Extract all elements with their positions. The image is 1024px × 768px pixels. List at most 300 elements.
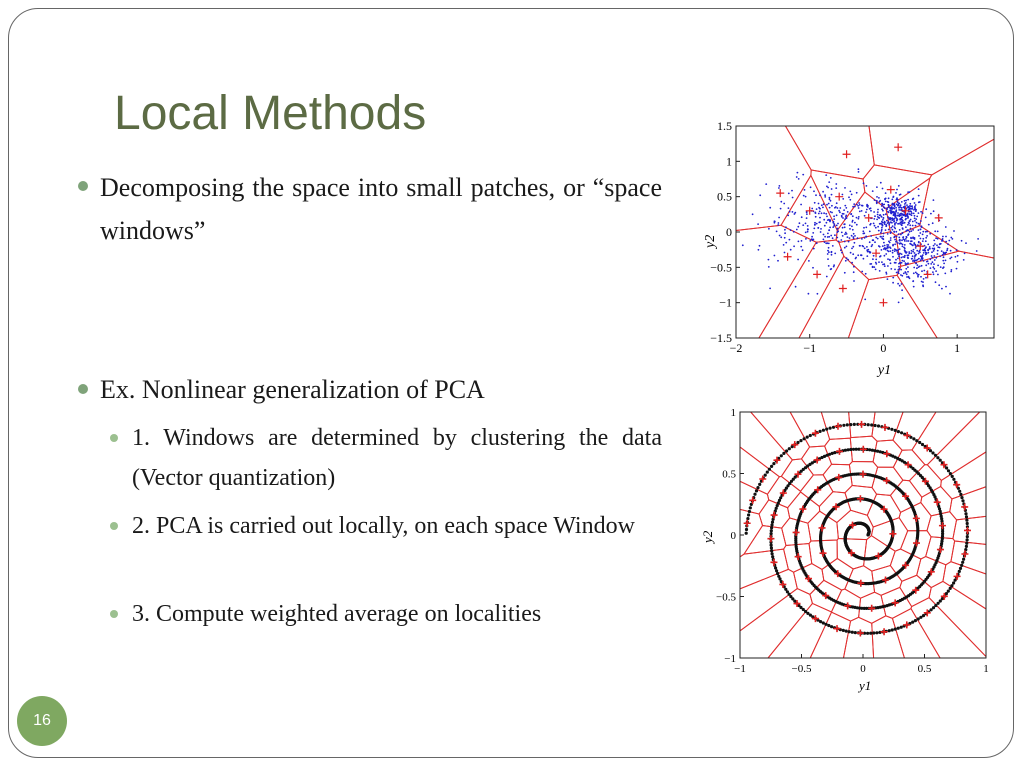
voronoi-cell bbox=[897, 251, 994, 338]
data-point bbox=[894, 269, 896, 271]
data-point bbox=[881, 221, 883, 223]
data-point bbox=[914, 220, 916, 222]
data-point bbox=[925, 231, 927, 233]
data-point bbox=[893, 196, 895, 198]
data-point bbox=[887, 233, 889, 235]
data-point bbox=[849, 228, 851, 230]
data-point bbox=[926, 235, 928, 237]
data-point bbox=[925, 248, 927, 250]
data-point bbox=[914, 202, 916, 204]
data-point bbox=[925, 208, 927, 210]
data-point bbox=[889, 259, 891, 261]
spiral-point bbox=[845, 630, 848, 633]
data-point bbox=[784, 229, 786, 231]
data-point bbox=[909, 191, 911, 193]
data-point bbox=[881, 227, 883, 229]
data-point bbox=[779, 235, 781, 237]
data-point bbox=[956, 268, 958, 270]
data-point bbox=[900, 269, 902, 271]
data-point bbox=[837, 223, 839, 225]
data-point bbox=[882, 245, 884, 247]
spiral-point bbox=[827, 624, 830, 627]
voronoi-cell bbox=[911, 598, 986, 658]
codebook-point bbox=[939, 522, 946, 529]
data-point bbox=[898, 237, 900, 239]
data-point bbox=[914, 215, 916, 217]
voronoi-cell bbox=[950, 487, 986, 520]
data-point bbox=[896, 189, 898, 191]
data-point bbox=[933, 263, 935, 265]
x-tick-label: 0 bbox=[880, 341, 887, 355]
data-point bbox=[891, 199, 893, 201]
data-point bbox=[844, 233, 846, 235]
spiral-point bbox=[891, 628, 894, 631]
spiral-point bbox=[764, 474, 767, 477]
data-point bbox=[829, 221, 831, 223]
data-point bbox=[783, 244, 785, 246]
data-point bbox=[915, 272, 917, 274]
data-point bbox=[922, 238, 924, 240]
data-point bbox=[943, 263, 945, 265]
data-point bbox=[836, 202, 838, 204]
data-point bbox=[922, 231, 924, 233]
data-point bbox=[829, 227, 831, 229]
spiral-point bbox=[774, 566, 777, 569]
data-point bbox=[866, 236, 868, 238]
data-point bbox=[907, 271, 909, 273]
voronoi-cell bbox=[927, 412, 986, 480]
data-point bbox=[881, 249, 883, 251]
voronoi-cell bbox=[941, 452, 986, 499]
data-point bbox=[857, 237, 859, 239]
spiral-point bbox=[954, 579, 957, 582]
voronoi-cell bbox=[740, 447, 779, 494]
data-point bbox=[894, 228, 896, 230]
data-point bbox=[881, 261, 883, 263]
voronoi-cell bbox=[811, 170, 865, 230]
data-point bbox=[946, 249, 948, 251]
spiral-point bbox=[758, 483, 761, 486]
spiral-point bbox=[966, 538, 969, 541]
data-point bbox=[937, 274, 939, 276]
data-point bbox=[899, 248, 901, 250]
spiral-point bbox=[911, 621, 914, 624]
data-point bbox=[888, 212, 890, 214]
data-point bbox=[899, 194, 901, 196]
codebook-point bbox=[913, 540, 920, 547]
data-point bbox=[816, 208, 818, 210]
data-point bbox=[863, 227, 865, 229]
codebook-point bbox=[857, 580, 864, 587]
data-point bbox=[858, 218, 860, 220]
data-point bbox=[942, 260, 944, 262]
data-point bbox=[902, 220, 904, 222]
data-point bbox=[929, 248, 931, 250]
spiral-point bbox=[825, 428, 828, 431]
data-point bbox=[894, 218, 896, 220]
data-point bbox=[894, 243, 896, 245]
spiral-point bbox=[929, 449, 932, 452]
data-point bbox=[813, 248, 815, 250]
data-point bbox=[887, 246, 889, 248]
data-point bbox=[876, 202, 878, 204]
spiral-point bbox=[874, 424, 877, 427]
data-point bbox=[897, 215, 899, 217]
data-point bbox=[930, 263, 932, 265]
data-point bbox=[854, 206, 856, 208]
data-point bbox=[928, 263, 930, 265]
voronoi-cell bbox=[785, 126, 874, 179]
spiral-point bbox=[930, 608, 933, 611]
data-point bbox=[905, 200, 907, 202]
codebook-point bbox=[770, 559, 777, 566]
data-point bbox=[841, 232, 843, 234]
data-point bbox=[842, 235, 844, 237]
data-point bbox=[832, 226, 834, 228]
y-tick-label: 1 bbox=[730, 407, 736, 419]
data-point bbox=[899, 262, 901, 264]
data-point bbox=[864, 299, 866, 301]
spiral-point bbox=[854, 631, 857, 634]
data-point bbox=[789, 239, 791, 241]
data-point bbox=[828, 251, 830, 253]
data-point bbox=[904, 200, 906, 202]
data-point bbox=[918, 251, 920, 253]
data-point bbox=[886, 220, 888, 222]
data-point bbox=[853, 280, 855, 282]
spiral-point bbox=[958, 570, 961, 573]
voronoi-cell bbox=[751, 412, 810, 460]
bullet-2: Ex. Nonlinear generalization of PCA bbox=[100, 375, 485, 404]
data-point bbox=[940, 243, 942, 245]
data-point bbox=[752, 213, 754, 215]
codebook-point bbox=[744, 520, 751, 527]
data-point bbox=[950, 237, 952, 239]
data-point bbox=[905, 238, 907, 240]
data-point bbox=[925, 277, 927, 279]
data-point bbox=[912, 280, 914, 282]
data-point bbox=[813, 190, 815, 192]
data-point bbox=[842, 227, 844, 229]
data-point bbox=[844, 218, 846, 220]
data-point bbox=[955, 256, 957, 258]
spiral-point bbox=[965, 515, 968, 518]
data-point bbox=[941, 250, 943, 252]
codebook-point bbox=[819, 524, 826, 531]
data-point bbox=[879, 246, 881, 248]
spiral-voronoi-chart bbox=[700, 406, 1000, 696]
data-point bbox=[931, 257, 933, 259]
data-point bbox=[915, 209, 917, 211]
voronoi-cell bbox=[892, 609, 940, 658]
data-point bbox=[882, 219, 884, 221]
data-point bbox=[840, 239, 842, 241]
data-point bbox=[858, 168, 860, 170]
data-point bbox=[855, 258, 857, 260]
data-point bbox=[925, 240, 927, 242]
voronoi-cell bbox=[839, 232, 901, 280]
spiral-point bbox=[770, 465, 773, 468]
data-point bbox=[845, 260, 847, 262]
data-point bbox=[802, 224, 804, 226]
data-point bbox=[885, 201, 887, 203]
data-point bbox=[909, 213, 911, 215]
data-point bbox=[851, 194, 853, 196]
spiral-point bbox=[966, 535, 969, 538]
data-point bbox=[765, 183, 767, 185]
data-point bbox=[857, 254, 859, 256]
spiral-point bbox=[931, 451, 934, 454]
data-point bbox=[853, 271, 855, 273]
data-point bbox=[861, 254, 863, 256]
data-point bbox=[920, 228, 922, 230]
data-point bbox=[769, 288, 771, 290]
data-point bbox=[895, 209, 897, 211]
data-point bbox=[826, 242, 828, 244]
data-point bbox=[828, 229, 830, 231]
data-point bbox=[892, 225, 894, 227]
data-point bbox=[813, 228, 815, 230]
spiral-point bbox=[945, 466, 948, 469]
spiral-point bbox=[846, 423, 849, 426]
data-point bbox=[898, 254, 900, 256]
data-point bbox=[908, 222, 910, 224]
data-point bbox=[921, 265, 923, 267]
data-point bbox=[844, 226, 846, 228]
data-point bbox=[883, 242, 885, 244]
spiral-point bbox=[877, 424, 880, 427]
data-point bbox=[787, 215, 789, 217]
data-point bbox=[858, 216, 860, 218]
data-point bbox=[909, 243, 911, 245]
codebook-point bbox=[964, 527, 971, 534]
spiral-point bbox=[749, 506, 752, 509]
data-point bbox=[874, 241, 876, 243]
data-point bbox=[951, 269, 953, 271]
data-point bbox=[910, 230, 912, 232]
data-point bbox=[876, 186, 878, 188]
spiral-point bbox=[824, 623, 827, 626]
data-point bbox=[884, 222, 886, 224]
data-point bbox=[844, 223, 846, 225]
data-point bbox=[852, 215, 854, 217]
data-point bbox=[886, 244, 888, 246]
data-point bbox=[918, 223, 920, 225]
data-point bbox=[864, 247, 866, 249]
data-point bbox=[828, 265, 830, 267]
data-point bbox=[934, 259, 936, 261]
data-point bbox=[915, 247, 917, 249]
data-point bbox=[815, 194, 817, 196]
data-point bbox=[819, 211, 821, 213]
data-point bbox=[910, 211, 912, 213]
data-point bbox=[915, 260, 917, 262]
data-point bbox=[920, 211, 922, 213]
data-point bbox=[846, 257, 848, 259]
data-point bbox=[854, 222, 856, 224]
data-point bbox=[891, 211, 893, 213]
data-point bbox=[835, 187, 837, 189]
data-point bbox=[920, 220, 922, 222]
data-point bbox=[824, 241, 826, 243]
data-point bbox=[905, 218, 907, 220]
spiral-point bbox=[782, 452, 785, 455]
data-point bbox=[902, 297, 904, 299]
spiral-point bbox=[771, 521, 774, 524]
data-point bbox=[912, 221, 914, 223]
data-point bbox=[893, 231, 895, 233]
data-point bbox=[844, 187, 846, 189]
data-point bbox=[923, 252, 925, 254]
data-point bbox=[934, 230, 936, 232]
data-point bbox=[911, 258, 913, 260]
data-point bbox=[898, 256, 900, 258]
data-point bbox=[884, 255, 886, 257]
data-point bbox=[906, 229, 908, 231]
data-point bbox=[932, 266, 934, 268]
data-point bbox=[838, 210, 840, 212]
data-point bbox=[826, 222, 828, 224]
data-point bbox=[836, 214, 838, 216]
data-point bbox=[930, 213, 932, 215]
data-point bbox=[828, 247, 830, 249]
data-point bbox=[907, 262, 909, 264]
spiral-point bbox=[819, 430, 822, 433]
data-point bbox=[884, 198, 886, 200]
data-point bbox=[920, 276, 922, 278]
data-point bbox=[777, 260, 779, 262]
data-point bbox=[872, 190, 874, 192]
data-point bbox=[819, 208, 821, 210]
data-point bbox=[933, 248, 935, 250]
data-point bbox=[935, 270, 937, 272]
x-tick-label: 1 bbox=[954, 341, 961, 355]
y-tick-label: 0 bbox=[726, 225, 732, 239]
sub-bullet-dot bbox=[110, 610, 118, 618]
data-point bbox=[833, 215, 835, 217]
data-point bbox=[827, 250, 829, 252]
y-tick-label: 1 bbox=[726, 154, 732, 169]
data-point bbox=[913, 209, 915, 211]
data-point bbox=[957, 255, 959, 257]
data-point bbox=[808, 293, 810, 295]
spiral-point bbox=[791, 445, 794, 448]
data-point bbox=[814, 222, 816, 224]
voronoi-cell bbox=[768, 603, 832, 658]
data-point bbox=[817, 227, 819, 229]
data-point bbox=[885, 229, 887, 231]
data-point bbox=[845, 215, 847, 217]
codebook-point bbox=[889, 530, 896, 537]
bullet-dot bbox=[78, 384, 88, 394]
data-point bbox=[888, 197, 890, 199]
spiral-point bbox=[756, 486, 759, 489]
codebook-point bbox=[860, 446, 867, 453]
spiral-point bbox=[796, 441, 799, 444]
data-point bbox=[896, 250, 898, 252]
data-point bbox=[792, 197, 794, 199]
data-point bbox=[907, 266, 909, 268]
data-point bbox=[887, 222, 889, 224]
data-point bbox=[879, 270, 881, 272]
spiral-point bbox=[866, 632, 869, 635]
data-point bbox=[961, 240, 963, 242]
data-point bbox=[831, 252, 833, 254]
data-point bbox=[919, 266, 921, 268]
y-tick-label: −1 bbox=[719, 295, 732, 310]
data-point bbox=[926, 261, 928, 263]
spiral-point bbox=[888, 629, 891, 632]
sub-bullet-1: 1. Windows are determined by clustering the data (Vector quantization) bbox=[132, 425, 662, 491]
data-point bbox=[892, 229, 894, 231]
data-point bbox=[925, 252, 927, 254]
spiral-point bbox=[934, 454, 937, 457]
x-tick-label: 1 bbox=[983, 663, 989, 675]
data-point bbox=[898, 266, 900, 268]
spiral-point bbox=[780, 454, 783, 457]
data-point bbox=[890, 268, 892, 270]
data-point bbox=[906, 255, 908, 257]
spiral-point bbox=[869, 632, 872, 635]
spiral-point bbox=[914, 619, 917, 622]
data-point bbox=[922, 234, 924, 236]
data-point bbox=[886, 273, 888, 275]
spiral-point bbox=[951, 475, 954, 478]
data-point bbox=[914, 257, 916, 259]
data-point bbox=[915, 225, 917, 227]
data-point bbox=[807, 231, 809, 233]
data-point bbox=[777, 224, 779, 226]
data-point bbox=[808, 260, 810, 262]
data-point bbox=[950, 250, 952, 252]
data-point bbox=[839, 207, 841, 209]
spiral-point bbox=[918, 441, 921, 444]
data-point bbox=[949, 293, 951, 295]
codebook-point bbox=[858, 421, 865, 428]
data-point bbox=[872, 239, 874, 241]
data-point bbox=[910, 252, 912, 254]
data-point bbox=[878, 230, 880, 232]
data-point bbox=[922, 240, 924, 242]
data-point bbox=[916, 267, 918, 269]
codebook-point bbox=[813, 270, 821, 278]
spiral-point bbox=[776, 572, 779, 575]
data-point bbox=[796, 176, 798, 178]
spiral-point bbox=[853, 423, 856, 426]
data-point bbox=[909, 231, 911, 233]
spiral-point bbox=[949, 587, 952, 590]
data-point bbox=[914, 217, 916, 219]
data-point bbox=[897, 269, 899, 271]
data-point bbox=[944, 273, 946, 275]
data-point bbox=[894, 213, 896, 215]
data-point bbox=[870, 210, 872, 212]
data-point bbox=[885, 253, 887, 255]
data-point bbox=[880, 236, 882, 238]
bullet-1: Decomposing the space into small patches, or “space windows” bbox=[100, 173, 662, 245]
data-point bbox=[858, 171, 860, 173]
data-point bbox=[880, 232, 882, 234]
data-point bbox=[909, 203, 911, 205]
data-point bbox=[897, 202, 899, 204]
spiral-point bbox=[746, 517, 749, 520]
data-point bbox=[865, 211, 867, 213]
data-point bbox=[892, 252, 894, 254]
spiral-point bbox=[806, 436, 809, 439]
spiral-point bbox=[917, 617, 920, 620]
codebook-point bbox=[844, 602, 851, 609]
data-point bbox=[908, 240, 910, 242]
